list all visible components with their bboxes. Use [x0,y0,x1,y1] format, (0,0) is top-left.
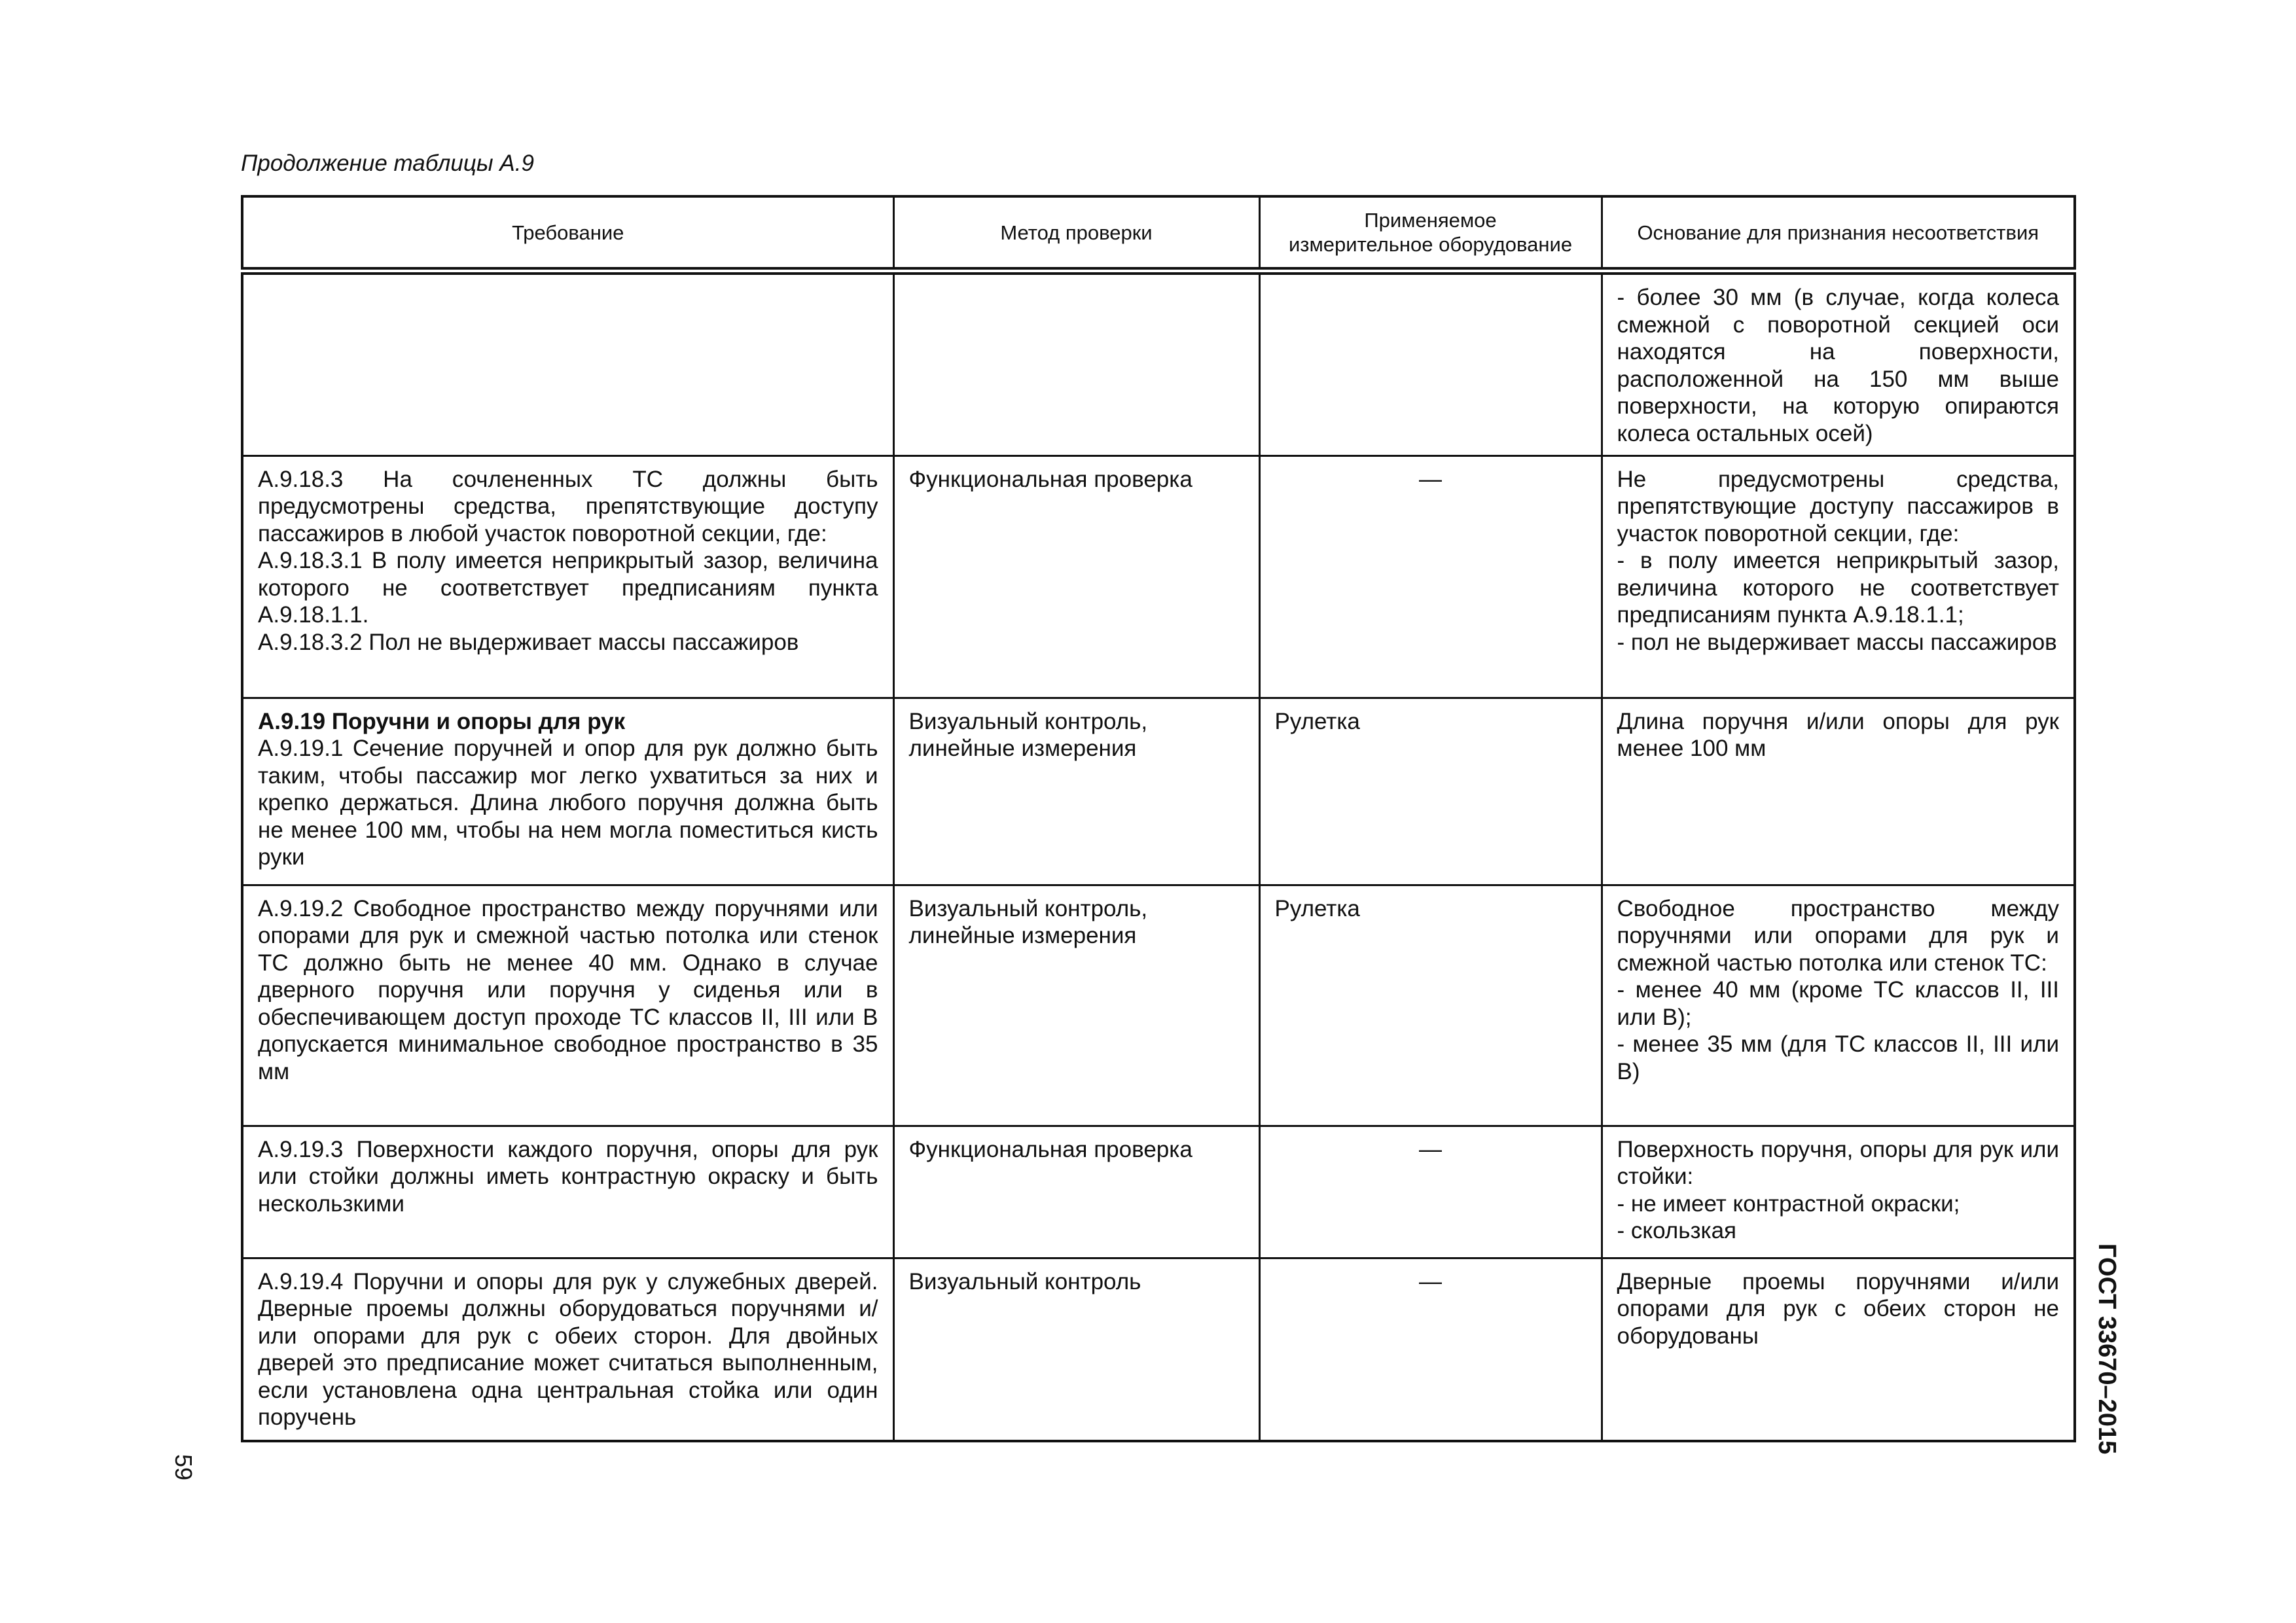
equipment-cell: — [1259,1126,1602,1258]
basis-line: - скользкая [1617,1218,1736,1243]
equipment-cell: Рулетка [1259,885,1602,1126]
basis-line: - более 30 мм (в случае, когда колеса смежной с поворотной секцией оси находятся на поверхности, расположенной на 150 мм выше поверхности, на которую опираются колеса остальных осей) [1617,285,2059,446]
requirement-cell [242,271,893,455]
method-cell: Визуальный контроль, линейные измерения [893,698,1259,885]
table-row [242,1258,2075,1441]
section-title: А.9.19 Поручни и опоры для рук [258,708,626,734]
requirement-line: А.9.19.2 Свободное пространство между поручнями или опорами для рук и смежной частью потолка или стенок ТС должно быть не менее 40 мм. Однако в случае дверного поручня или поручня у сиденья или в обеспечивающем доступ проходе ТС классов II, III или В допускается минимальное свободное пространство в 35 мм [258,895,878,1084]
table-header-row [242,196,2075,271]
basis-line: - не имеет контрастной окраски; [1617,1190,1960,1217]
requirement-line: А.9.19.4 Поручни и опоры для рук у служебных дверей. Дверные проемы должны оборудоваться поручнями и/или опорами для рук с обеих сторон. Для двойных дверей это предписание может считаться выполненным, если установлена одна центральная стойка или один поручень [258,1268,878,1430]
requirement-line: А.9.19.1 Сечение поручней и опор для рук должно быть таким, чтобы пассажир мог легко ухватиться за них и крепко держаться. Длина любого поручня должна быть не менее 100 мм, чтобы на нем могла поместиться кисть руки [258,736,878,870]
basis-line: Длина поручня и/или опоры для рук менее 100 мм [1617,708,2059,761]
basis-line: Дверные проемы поручнями и/или опорами для рук с обеих сторон не оборудованы [1617,1268,2059,1349]
basis-cell [1602,1126,2075,1258]
table-row [242,455,2075,698]
method-cell: Функциональная проверка [893,1126,1259,1258]
basis-line: Свободное пространство между поручнями или опорами для рук и смежной частью потолка или стенок ТС: [1617,895,2059,976]
requirement-cell [242,698,893,885]
method-cell: Визуальный контроль [893,1258,1259,1441]
basis-line: Не предусмотрены средства, препятствующие доступу пассажиров в участок поворотной секции, где: [1617,466,2059,546]
requirement-line: А.9.18.3.1 В полу имеется неприкрытый зазор, величина которого не соответствует предписаниям пункта А.9.18.1.1. [258,548,878,628]
header-basis: Основание для признания несоответствия [1602,196,2075,271]
method-cell: Визуальный контроль, линейные измерения [893,885,1259,1126]
requirement-line: А.9.18.3 На сочлененных ТС должны быть предусмотрены средства, препятствующие доступу пассажиров в любой участок поворотной секции, где: [258,466,878,546]
basis-line: - менее 40 мм (кроме ТС классов II, III или В); [1617,977,2059,1030]
method-cell [893,271,1259,455]
equipment-cell [1259,271,1602,455]
basis-line: - менее 35 мм (для ТС классов II, III или В) [1617,1031,2059,1084]
basis-line: - пол не выдерживает массы пассажиров [1617,629,2057,655]
equipment-cell: — [1259,455,1602,698]
header-equipment [1259,196,1602,271]
basis-line: - в полу имеется неприкрытый зазор, величина которого не соответствует предписаниям пункта А.9.18.1.1; [1617,548,2059,628]
requirements-table [241,195,2076,1442]
method-cell: Функциональная проверка [893,455,1259,698]
document-code: ГОСТ 33670–2015 [2093,1243,2121,1455]
table-row [242,885,2075,1126]
basis-cell [1602,271,2075,455]
requirement-line: А.9.18.3.2 Пол не выдерживает массы пассажиров [258,629,799,655]
equipment-cell: Рулетка [1259,698,1602,885]
header-requirement: Требование [242,196,893,271]
header-equipment-line-1: Применяемое [1364,209,1497,232]
page-number: 59 [170,1454,197,1481]
requirement-cell [242,885,893,1126]
equipment-cell: — [1259,1258,1602,1441]
requirement-cell [242,1258,893,1441]
requirement-cell [242,455,893,698]
table-row [242,698,2075,885]
basis-line: Поверхность поручня, опоры для рук или стойки: [1617,1136,2059,1189]
requirement-line: А.9.19.3 Поверхности каждого поручня, опоры для рук или стойки должны иметь контрастную окраску и быть нескользкими [258,1136,878,1217]
basis-cell [1602,1258,2075,1441]
table-continuation-caption: Продолжение таблицы А.9 [241,151,534,176]
requirement-cell [242,1126,893,1258]
basis-cell [1602,455,2075,698]
basis-cell [1602,885,2075,1126]
header-equipment-line-2: измерительное оборудование [1288,233,1573,256]
table-row [242,271,2075,455]
basis-cell [1602,698,2075,885]
table-row [242,1126,2075,1258]
header-method: Метод проверки [893,196,1259,271]
